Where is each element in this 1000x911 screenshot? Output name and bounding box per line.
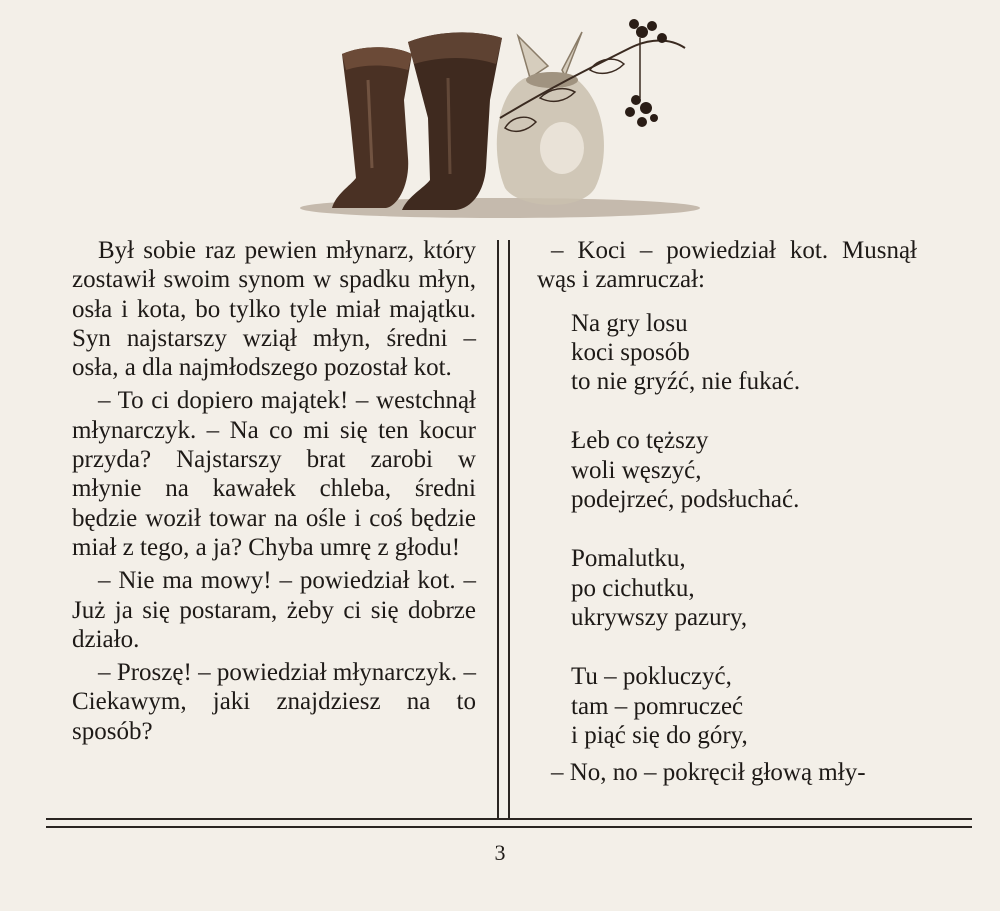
page-number: 3 bbox=[494, 840, 506, 865]
left-column bbox=[72, 236, 476, 750]
paragraph-3: – Nie ma mowy! – powiedział kot. – Już ja się postaram, żeby ci się dobrze działo. bbox=[72, 567, 476, 653]
poem-line: ukrywszy pazury, bbox=[571, 603, 748, 631]
poem-line: podejrzeć, podsłuchać. bbox=[571, 486, 800, 514]
poem-line: koci sposób bbox=[571, 338, 690, 366]
poem-line: woli węszyć, bbox=[571, 456, 702, 484]
paragraph-1: Był sobie raz pewien młynarz, który zostawił swoim synom w spadku młyn, osła i kota, bo tylko tyle miał majątku. Syn najstarszy wziął młyn, średni – osła, a dla najmłodszego pozostał kot. bbox=[72, 237, 476, 382]
paragraph-2: – To ci dopiero majątek! – westchnął młynarczyk. – Na co mi się ten kocur przyda? Najstarszy brat zarobi w młynie na kawałek chleba, średni będzie woził towar na ośle i coś będzie miał z tego, a ja? Chyba umrę z głodu! bbox=[72, 387, 476, 561]
right-intro: – Koci – powiedział kot. Musnął wąs i zamruczał: bbox=[537, 237, 917, 294]
boots-and-sack-illustration bbox=[290, 8, 730, 228]
poem-stanza-2 bbox=[571, 426, 917, 514]
poem-line: Pomalutku, bbox=[571, 545, 686, 573]
poem-stanza-3 bbox=[571, 544, 917, 632]
poem-line: tam – pomruczeć bbox=[571, 692, 744, 720]
poem-line: Łeb co tęższy bbox=[571, 427, 709, 455]
right-boot-icon bbox=[402, 32, 502, 210]
poem-stanza-4 bbox=[571, 662, 917, 750]
poem-line: to nie gryźć, nie fukać. bbox=[571, 368, 801, 396]
poem-line: Na gry losu bbox=[571, 309, 688, 337]
paragraph-4: – Proszę! – powiedział młynarczyk. – Ciekawym, jaki znajdziesz na to sposób? bbox=[72, 659, 476, 745]
left-boot-icon bbox=[332, 47, 412, 208]
poem-line: po cichutku, bbox=[571, 574, 695, 602]
footer-rule-bottom bbox=[46, 826, 972, 828]
footer-rule-top bbox=[46, 818, 972, 820]
right-outro: – No, no – pokręcił głową mły- bbox=[551, 759, 866, 787]
poem bbox=[571, 309, 917, 751]
column-divider-left bbox=[497, 240, 499, 818]
column-divider-right bbox=[508, 240, 510, 818]
poem-line: Tu – pokluczyć, bbox=[571, 663, 732, 691]
sack-icon bbox=[497, 32, 604, 205]
right-column bbox=[537, 236, 917, 787]
poem-line: i piąć się do góry, bbox=[571, 721, 748, 749]
poem-stanza-1 bbox=[571, 309, 917, 397]
